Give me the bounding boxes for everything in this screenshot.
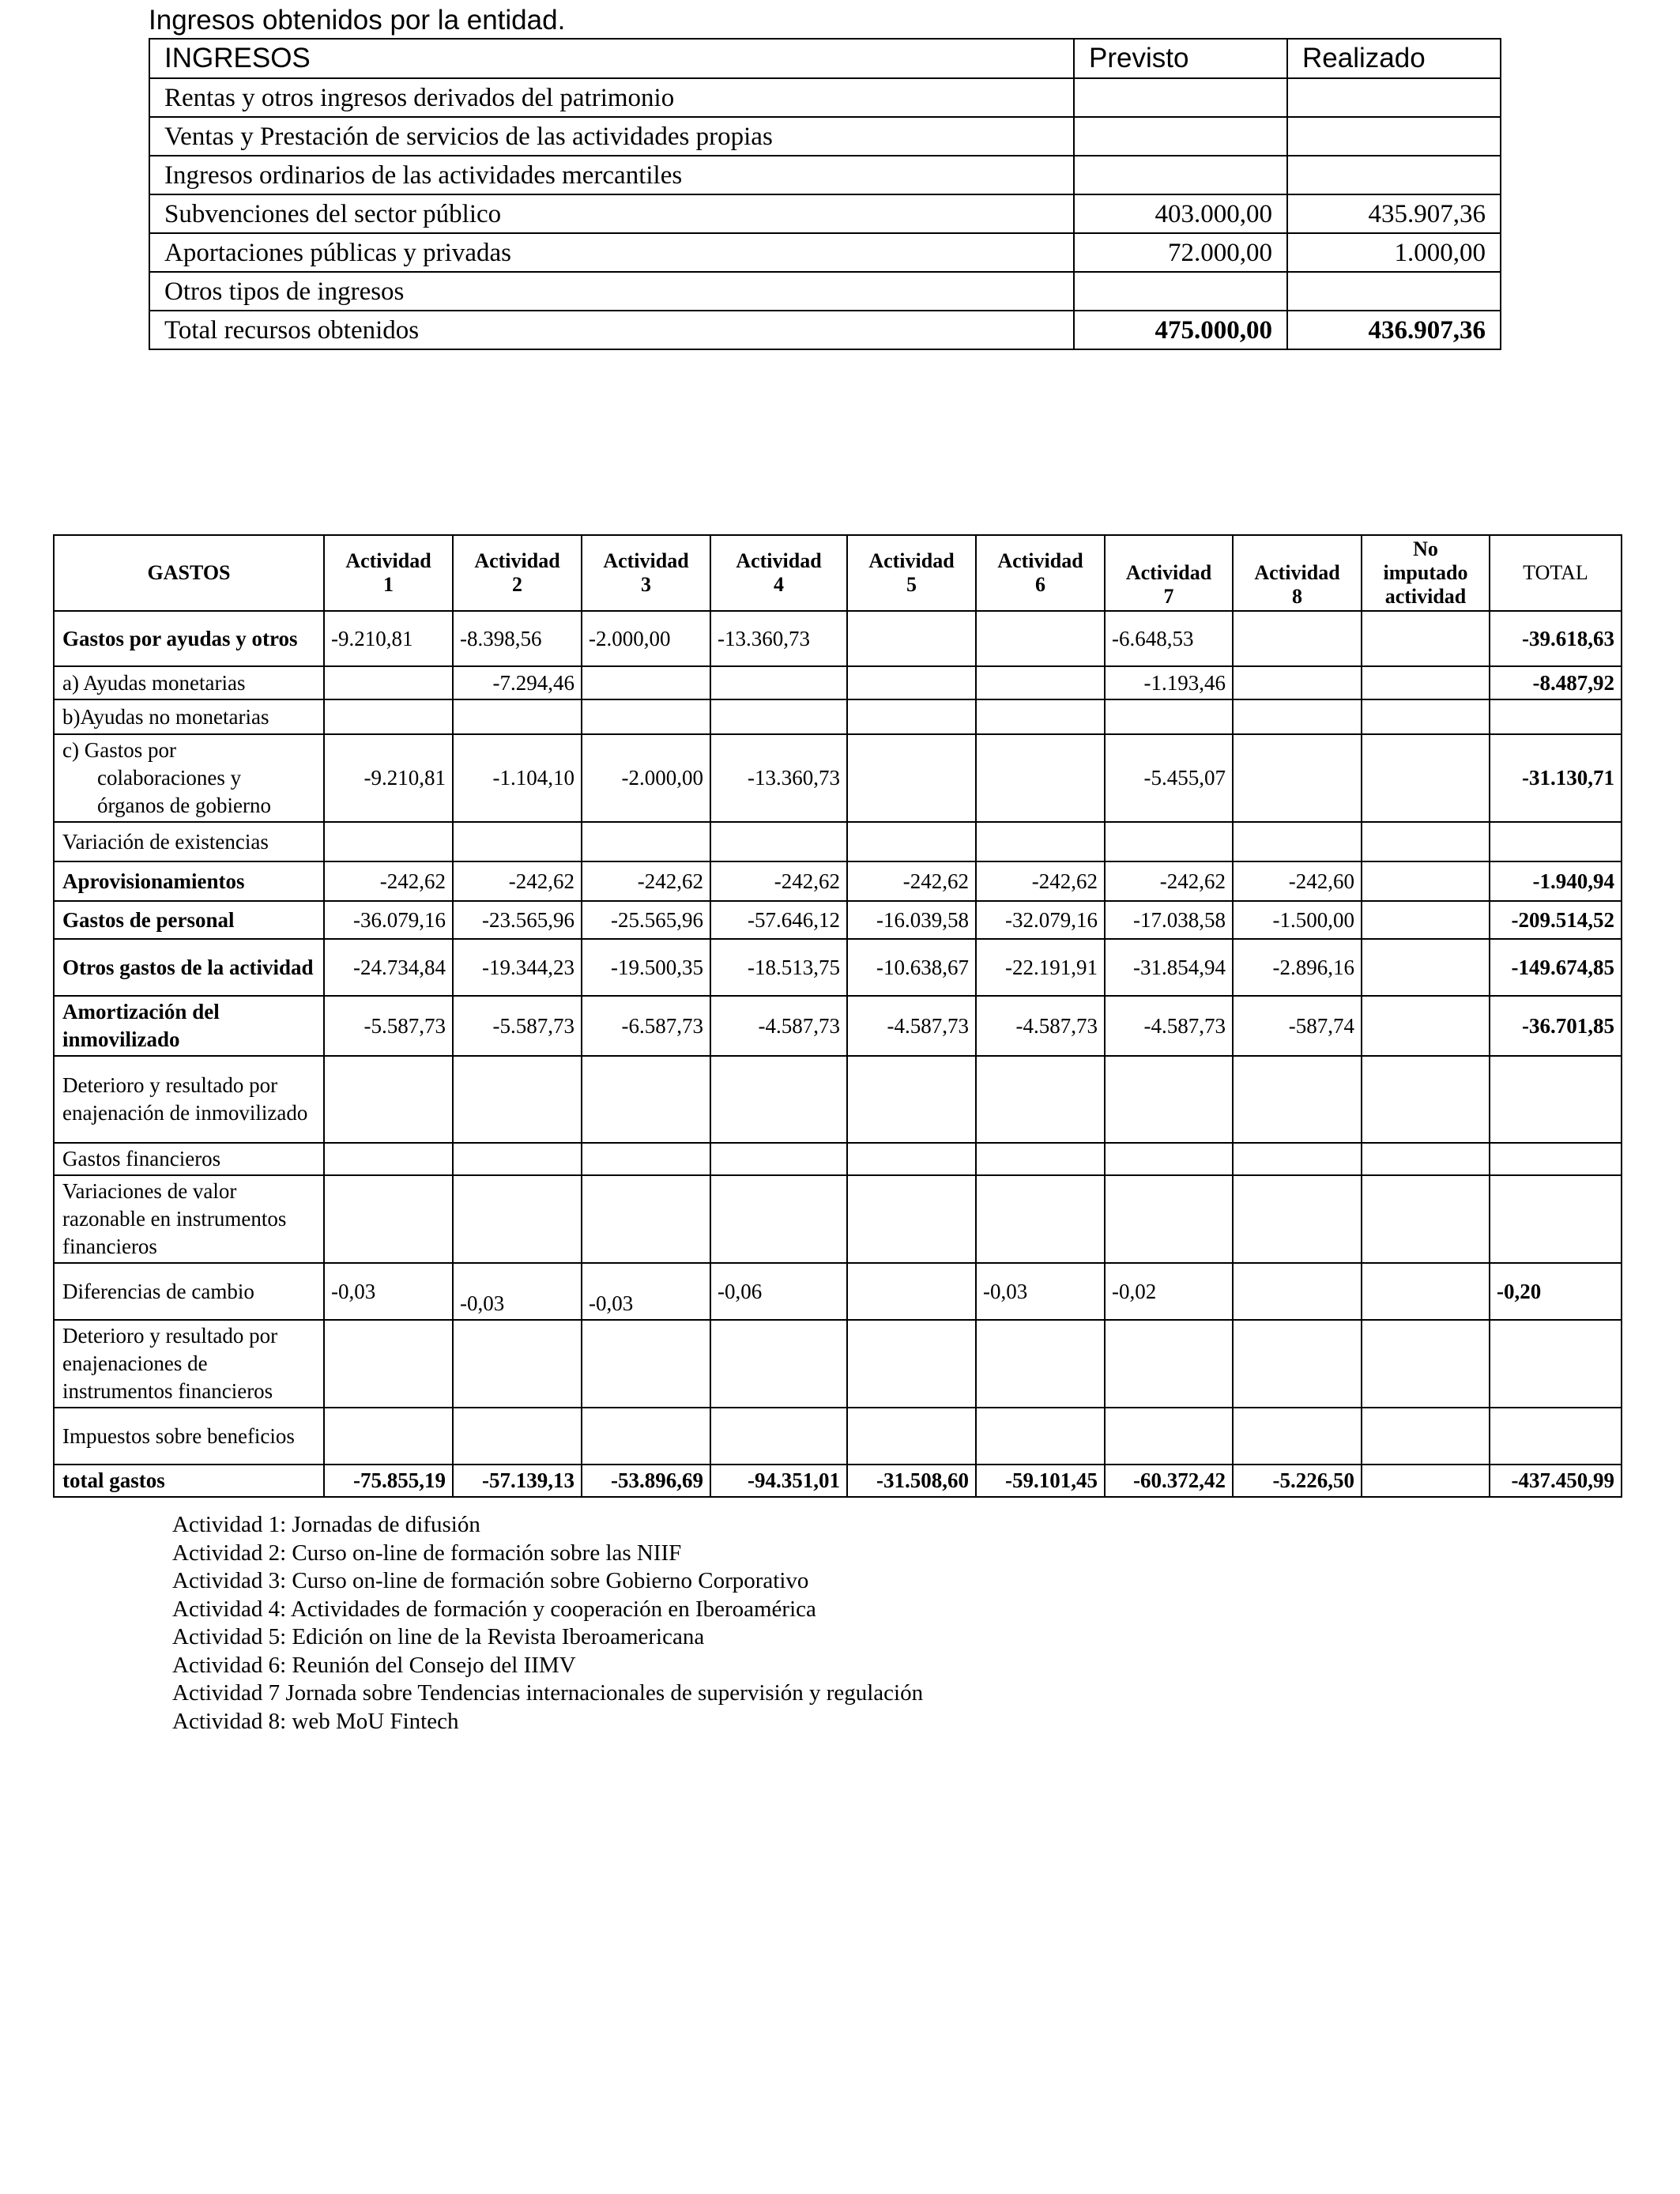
gastos-value [1233,666,1362,699]
gastos-row [54,1175,1622,1263]
gastos-row [54,996,1622,1056]
header-actividad-2: Actividad 2 [453,535,582,611]
gastos-value [976,1408,1105,1465]
gastos-row [54,1056,1622,1143]
gastos-concept: Diferencias de cambio [54,1263,324,1320]
gastos-total-value: -59.101,45 [976,1465,1105,1497]
activity-legend [172,1511,923,1736]
gastos-value [324,666,453,699]
gastos-value [324,1056,453,1143]
ingresos-concept: Subvenciones del sector público [149,194,1074,233]
gastos-row [54,1320,1622,1408]
gastos-value: -13.360,73 [710,734,847,822]
gastos-concept: Otros gastos de la actividad [54,939,324,996]
gastos-concept: b)Ayudas no monetarias [54,699,324,734]
gastos-value [1105,1143,1233,1175]
legend-item: Actividad 8: web MoU Fintech [172,1708,459,1734]
gastos-value: -6.587,73 [582,996,710,1056]
gastos-value [1362,1143,1490,1175]
gastos-value: -57.646,12 [710,901,847,939]
gastos-value: -19.500,35 [582,939,710,996]
header-actividad-1: Actividad 1 [324,535,453,611]
gastos-value: -242,62 [976,861,1105,901]
gastos-total-value [1362,1465,1490,1497]
gastos-total-row [54,1465,1622,1497]
gastos-value: -5.587,73 [324,996,453,1056]
gastos-value: -36.079,16 [324,901,453,939]
gastos-total-value: -31.508,60 [847,1465,976,1497]
gastos-value [453,699,582,734]
ingresos-concept: Otros tipos de ingresos [149,272,1074,311]
gastos-value [1362,822,1490,861]
gastos-concept: c) Gastos por colaboraciones y órganos de gobierno [54,734,324,822]
gastos-value [1233,699,1362,734]
ingresos-previsto [1074,117,1287,156]
gastos-value [847,1408,976,1465]
gastos-value: -9.210,81 [324,611,453,666]
gastos-concept: a) Ayudas monetarias [54,666,324,699]
ingresos-realizado [1287,156,1501,194]
gastos-value [1362,734,1490,822]
gastos-value [1105,1320,1233,1408]
gastos-value [976,1056,1105,1143]
gastos-value [976,734,1105,822]
gastos-value: -4.587,73 [710,996,847,1056]
ingresos-header-concept: INGRESOS [149,39,1074,78]
ingresos-previsto [1074,78,1287,117]
gastos-table [53,534,1622,1498]
ingresos-previsto [1074,156,1287,194]
gastos-value [710,1056,847,1143]
gastos-concept: Gastos de personal [54,901,324,939]
ingresos-header-row [149,39,1501,78]
header-total: TOTAL [1490,535,1622,611]
ingresos-realizado: 435.907,36 [1287,194,1501,233]
gastos-total-value: -5.226,50 [1233,1465,1362,1497]
gastos-value [710,1175,847,1263]
gastos-value [710,1143,847,1175]
gastos-value [1105,1175,1233,1263]
gastos-concept: Variación de existencias [54,822,324,861]
gastos-value [710,699,847,734]
header-actividad-3: Actividad 3 [582,535,710,611]
legend-item: Actividad 2: Curso on-line de formación sobre las NIIF [172,1540,682,1566]
gastos-value [1233,822,1362,861]
gastos-grand-total: -437.450,99 [1490,1465,1622,1497]
legend-item: Actividad 4: Actividades de formación y cooperación en Iberoamérica [172,1596,816,1622]
gastos-value: -13.360,73 [710,611,847,666]
gastos-value [324,1320,453,1408]
gastos-value: -242,60 [1233,861,1362,901]
gastos-total [1490,699,1622,734]
legend-item: Actividad 7 Jornada sobre Tendencias internacionales de supervisión y regulación [172,1680,924,1706]
gastos-concept: Aprovisionamientos [54,861,324,901]
gastos-value [976,611,1105,666]
gastos-value: -23.565,96 [453,901,582,939]
gastos-total: -36.701,85 [1490,996,1622,1056]
gastos-value: -22.191,91 [976,939,1105,996]
gastos-total [1490,1320,1622,1408]
gastos-row [54,939,1622,996]
ingresos-realizado [1287,78,1501,117]
gastos-value [324,699,453,734]
gastos-value [1362,1263,1490,1320]
gastos-value [582,1320,710,1408]
ingresos-row [149,117,1501,156]
gastos-value [1362,996,1490,1056]
gastos-value [847,1175,976,1263]
legend-item: Actividad 5: Edición on line de la Revista Iberoamericana [172,1624,705,1649]
gastos-total-value: -60.372,42 [1105,1465,1233,1497]
gastos-value [453,1143,582,1175]
gastos-value [1233,1175,1362,1263]
gastos-total [1490,1056,1622,1143]
gastos-value: -1.193,46 [1105,666,1233,699]
gastos-value: -25.565,96 [582,901,710,939]
gastos-value [710,666,847,699]
gastos-value: -242,62 [453,861,582,901]
gastos-value [976,666,1105,699]
gastos-concept: Gastos por ayudas y otros [54,611,324,666]
gastos-value [847,699,976,734]
gastos-value [976,1175,1105,1263]
ingresos-row [149,233,1501,272]
gastos-value [582,699,710,734]
gastos-value [976,1320,1105,1408]
gastos-value: -242,62 [710,861,847,901]
gastos-value: -0,06 [710,1263,847,1320]
gastos-header-row [54,535,1622,611]
ingresos-header-realizado: Realizado [1287,39,1501,78]
gastos-total-concept: total gastos [54,1465,324,1497]
gastos-total [1490,822,1622,861]
gastos-value: -5.587,73 [453,996,582,1056]
gastos-value [847,611,976,666]
gastos-value [1362,666,1490,699]
gastos-total: -8.487,92 [1490,666,1622,699]
gastos-value [1362,939,1490,996]
gastos-row [54,1263,1622,1320]
gastos-value: -0,03 [453,1263,582,1320]
gastos-value [976,822,1105,861]
gastos-value: -242,62 [582,861,710,901]
gastos-value: -0,03 [324,1263,453,1320]
gastos-value [1105,1056,1233,1143]
gastos-value [1233,1143,1362,1175]
gastos-value [1362,861,1490,901]
gastos-concept: Impuestos sobre beneficios [54,1408,324,1465]
gastos-value: -7.294,46 [453,666,582,699]
gastos-row [54,901,1622,939]
gastos-row [54,822,1622,861]
gastos-value: -587,74 [1233,996,1362,1056]
gastos-value [1362,1320,1490,1408]
ingresos-concept: Ingresos ordinarios de las actividades mercantiles [149,156,1074,194]
ingresos-previsto [1074,272,1287,311]
header-actividad-7: Actividad 7 [1105,535,1233,611]
gastos-value: -32.079,16 [976,901,1105,939]
gastos-value [1233,1056,1362,1143]
gastos-value: -0,02 [1105,1263,1233,1320]
gastos-value [582,822,710,861]
gastos-value [1233,611,1362,666]
gastos-value: -0,03 [582,1263,710,1320]
ingresos-row [149,78,1501,117]
gastos-value [847,734,976,822]
ingresos-total-previsto: 475.000,00 [1074,311,1287,349]
gastos-concept: Deterioro y resultado por enajenación de inmovilizado [54,1056,324,1143]
gastos-value: -4.587,73 [847,996,976,1056]
gastos-value [847,1320,976,1408]
gastos-value: -2.000,00 [582,734,710,822]
gastos-value: -242,62 [1105,861,1233,901]
gastos-value: -0,03 [976,1263,1105,1320]
header-actividad-4: Actividad 4 [710,535,847,611]
gastos-total: -31.130,71 [1490,734,1622,822]
gastos-value: -2.000,00 [582,611,710,666]
gastos-value [847,1143,976,1175]
header-actividad-5: Actividad 5 [847,535,976,611]
header-actividad-8: Actividad 8 [1233,535,1362,611]
gastos-value [1105,699,1233,734]
gastos-total: -1.940,94 [1490,861,1622,901]
gastos-value [1362,1408,1490,1465]
legend-item: Actividad 1: Jornadas de difusión [172,1512,480,1537]
ingresos-total-concept: Total recursos obtenidos [149,311,1074,349]
gastos-value: -19.344,23 [453,939,582,996]
ingresos-total-row [149,311,1501,349]
gastos-row [54,734,1622,822]
gastos-total: -209.514,52 [1490,901,1622,939]
gastos-value [1233,1408,1362,1465]
gastos-total [1490,1175,1622,1263]
gastos-row [54,666,1622,699]
gastos-total: -39.618,63 [1490,611,1622,666]
ingresos-previsto: 403.000,00 [1074,194,1287,233]
gastos-value [453,1175,582,1263]
gastos-value: -4.587,73 [976,996,1105,1056]
gastos-total-value: -75.855,19 [324,1465,453,1497]
ingresos-concept: Rentas y otros ingresos derivados del patrimonio [149,78,1074,117]
gastos-concept: Amortización del inmovilizado [54,996,324,1056]
ingresos-total-realizado: 436.907,36 [1287,311,1501,349]
gastos-value [453,822,582,861]
gastos-concept: Deterioro y resultado por enajenaciones de instrumentos financieros [54,1320,324,1408]
header-actividad-6: Actividad 6 [976,535,1105,611]
gastos-value [582,1408,710,1465]
gastos-value [710,1408,847,1465]
gastos-row [54,699,1622,734]
gastos-value: -6.648,53 [1105,611,1233,666]
gastos-value: -4.587,73 [1105,996,1233,1056]
gastos-value: -31.854,94 [1105,939,1233,996]
gastos-value [1362,1056,1490,1143]
gastos-value [582,666,710,699]
gastos-row [54,861,1622,901]
legend-item: Actividad 3: Curso on-line de formación sobre Gobierno Corporativo [172,1568,809,1593]
gastos-value [1362,611,1490,666]
gastos-value [1362,699,1490,734]
gastos-value: -242,62 [847,861,976,901]
gastos-value: -16.039,58 [847,901,976,939]
gastos-value [453,1056,582,1143]
ingresos-concept: Ventas y Prestación de servicios de las actividades propias [149,117,1074,156]
gastos-header-concept: GASTOS [54,535,324,611]
gastos-total: -149.674,85 [1490,939,1622,996]
gastos-value [324,1408,453,1465]
gastos-value [847,1263,976,1320]
gastos-value [710,822,847,861]
gastos-value: -10.638,67 [847,939,976,996]
gastos-value [1105,822,1233,861]
ingresos-realizado [1287,117,1501,156]
gastos-row [54,1408,1622,1465]
ingresos-previsto: 72.000,00 [1074,233,1287,272]
gastos-value [324,1175,453,1263]
ingresos-header-previsto: Previsto [1074,39,1287,78]
gastos-total-value: -94.351,01 [710,1465,847,1497]
gastos-concept: Variaciones de valor razonable en instrumentos financieros [54,1175,324,1263]
gastos-value: -8.398,56 [453,611,582,666]
gastos-value [1362,901,1490,939]
gastos-value [1362,1175,1490,1263]
gastos-value [976,1143,1105,1175]
gastos-value: -9.210,81 [324,734,453,822]
gastos-value: -5.455,07 [1105,734,1233,822]
gastos-value [1105,1408,1233,1465]
gastos-value: -242,62 [324,861,453,901]
gastos-value [847,666,976,699]
gastos-row [54,611,1622,666]
page-heading: Ingresos obtenidos por la entidad. [149,5,566,36]
gastos-concept: Gastos financieros [54,1143,324,1175]
gastos-value [324,822,453,861]
ingresos-realizado [1287,272,1501,311]
gastos-total [1490,1408,1622,1465]
gastos-value [710,1320,847,1408]
gastos-total [1490,1143,1622,1175]
gastos-value [976,699,1105,734]
gastos-row [54,1143,1622,1175]
gastos-value [453,1320,582,1408]
gastos-value: -18.513,75 [710,939,847,996]
header-no-imputado: No imputado actividad [1362,535,1490,611]
ingresos-table [149,38,1501,350]
gastos-value: -2.896,16 [1233,939,1362,996]
gastos-value [453,1408,582,1465]
gastos-value [847,822,976,861]
ingresos-row [149,194,1501,233]
gastos-value [582,1143,710,1175]
gastos-value [1233,734,1362,822]
gastos-total-value: -53.896,69 [582,1465,710,1497]
gastos-value: -1.104,10 [453,734,582,822]
legend-item: Actividad 6: Reunión del Consejo del IIMV [172,1652,576,1678]
gastos-value: -1.500,00 [1233,901,1362,939]
gastos-value [324,1143,453,1175]
gastos-value [1233,1263,1362,1320]
gastos-value: -24.734,84 [324,939,453,996]
gastos-value [1233,1320,1362,1408]
ingresos-row [149,272,1501,311]
ingresos-concept: Aportaciones públicas y privadas [149,233,1074,272]
gastos-total-value: -57.139,13 [453,1465,582,1497]
gastos-value [582,1056,710,1143]
gastos-total: -0,20 [1490,1263,1622,1320]
ingresos-row [149,156,1501,194]
gastos-value [582,1175,710,1263]
gastos-value: -17.038,58 [1105,901,1233,939]
gastos-value [847,1056,976,1143]
ingresos-realizado: 1.000,00 [1287,233,1501,272]
